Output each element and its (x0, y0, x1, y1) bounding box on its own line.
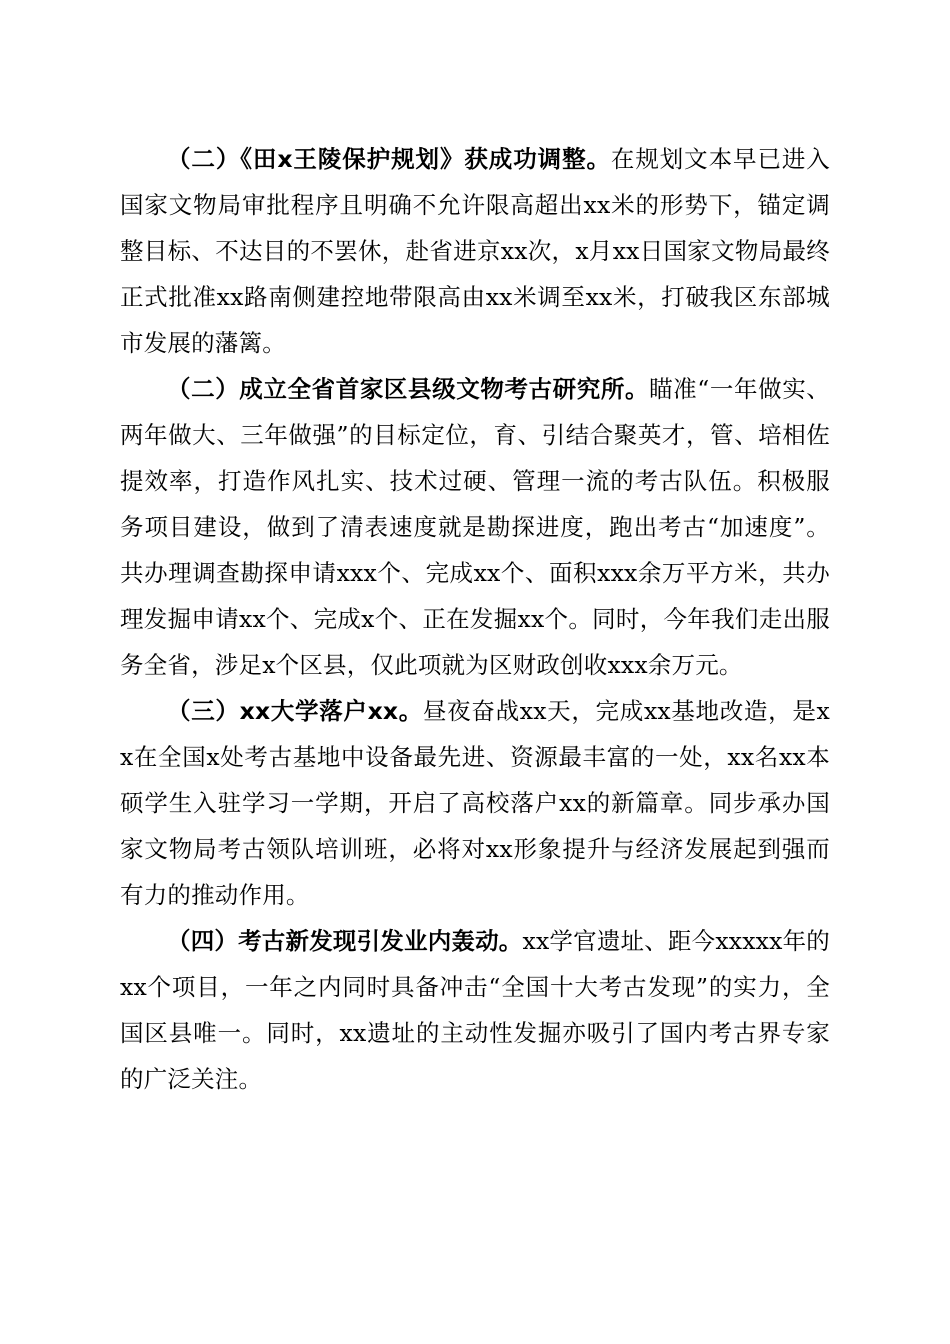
paragraph-2-heading: （二）成立全省首家区县级文物考古研究所。 (167, 375, 650, 403)
paragraph-2 (120, 366, 830, 688)
paragraph-1-body: 在规划文本早已进入国家文物局审批程序且明确不允许限高超出xx米的形势下，锚定调整目标、不达目的不罢休，赴省进京xx次，x月xx日国家文物局最终正式批准xx路南侧建控地带限高由xx米调至xx米，打破我区东部城市发展的藩篱。 (120, 145, 830, 357)
paragraph-4-body: xx学官遗址、距今xxxxx年的xx个项目，一年之内同时具备冲击“全国十大考古发现”的实力，全国区县唯一。同时，xx遗址的主动性发掘亦吸引了国内考古界专家的广泛关注。 (120, 927, 830, 1093)
paragraph-1-heading: （二）《田x王陵保护规划》获成功调整。 (167, 145, 611, 173)
paragraph-2-body: 瞄准“一年做实、两年做大、三年做强”的目标定位，育、引结合聚英才，管、培相佐提效率，打造作风扎实、技术过硬、管理一流的考古队伍。积极服务项目建设，做到了清表速度就是勘探进度，跑出考古“加速度”。共办理调查勘探申请xxx个、完成xx个、面积xxx余万平方米，共办理发掘申请xx个、完成x个、正在发掘xx个。同时，今年我们走出服务全省，涉足x个区县，仅此项就为区财政创收xxx余万元。 (120, 375, 830, 679)
paragraph-4 (120, 918, 830, 1102)
paragraph-3-heading: （三）xx大学落户xx。 (167, 697, 423, 725)
paragraph-3-body: 昼夜奋战xx天，完成xx基地改造，是xx在全国x处考古基地中设备最先进、资源最丰富的一处，xx名xx本硕学生入驻学习一学期，开启了高校落户xx的新篇章。同步承办国家文物局考古领队培训班，必将对xx形象提升与经济发展起到强而有力的推动作用。 (120, 697, 830, 909)
paragraph-3 (120, 688, 830, 918)
paragraph-1 (120, 136, 830, 366)
paragraph-4-heading: （四）考古新发现引发业内轰动。 (167, 927, 523, 955)
document-body (120, 136, 830, 1102)
